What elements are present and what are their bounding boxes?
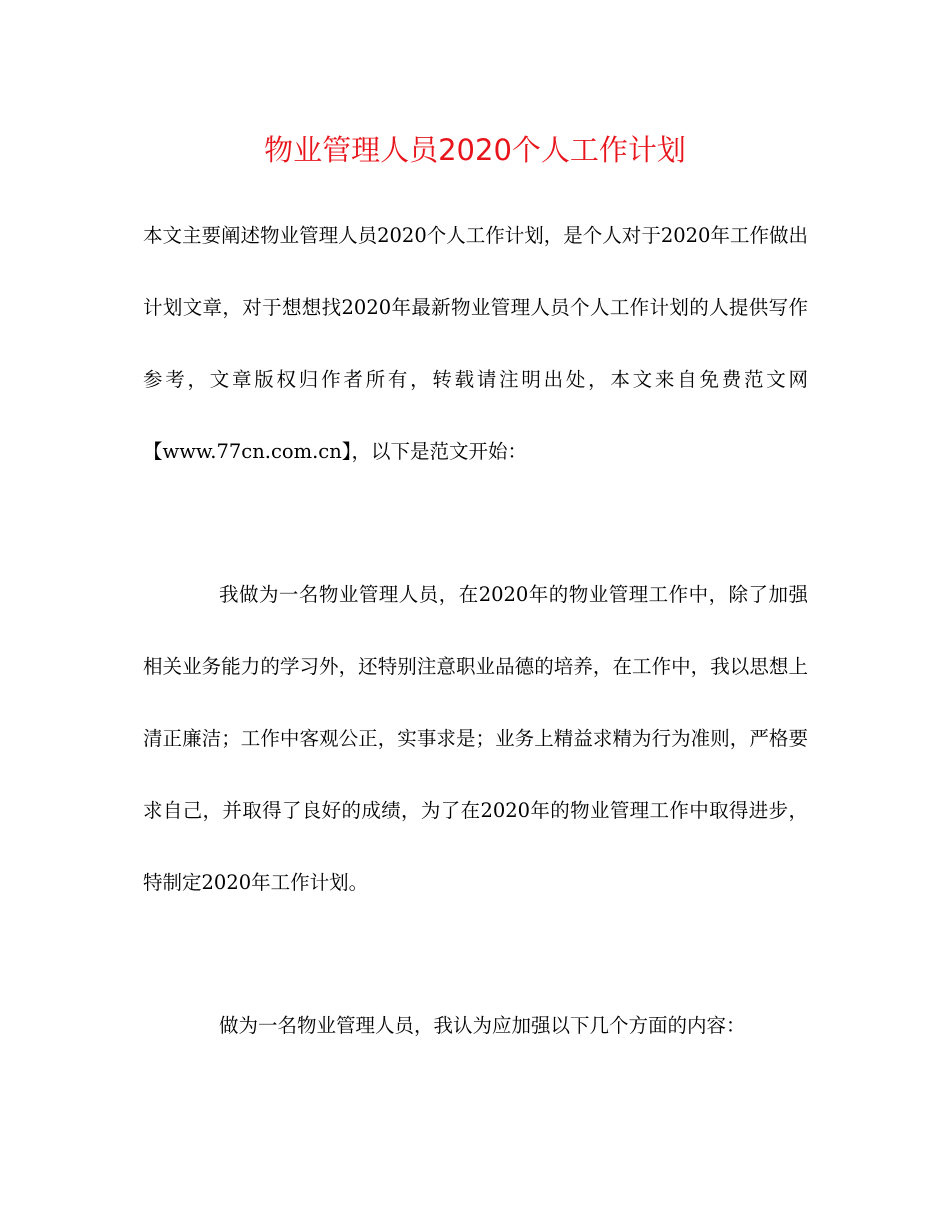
document-title: 物业管理人员2020个人工作计划 bbox=[264, 133, 686, 167]
body-paragraph-1: 我做为一名物业管理人员，在2020年的物业管理工作中，除了加强相关业务能力的学习外，还特别注意职业品德的培养，在工作中，我以思想上清正廉洁；工作中客观公正，实事求是；业务上精益求精为行为准则，严格要求自己，并取得了良好的成绩，为了在2020年的物业管理工作中取得进步，特制定2020年工作计划。 bbox=[143, 583, 808, 894]
intro-paragraph: 本文主要阐述物业管理人员2020个人工作计划，是个人对于2020年工作做出计划文章，对于想想找2020年最新物业管理人员个人工作计划的人提供写作参考，文章版权归作者所有，转载请注明出处，本文来自免费范文网【www.77cn.com.cn】，以下是范文开始： bbox=[143, 224, 808, 463]
body-paragraph-2: 做为一名物业管理人员，我认为应加强以下几个方面的内容： bbox=[219, 1014, 746, 1037]
